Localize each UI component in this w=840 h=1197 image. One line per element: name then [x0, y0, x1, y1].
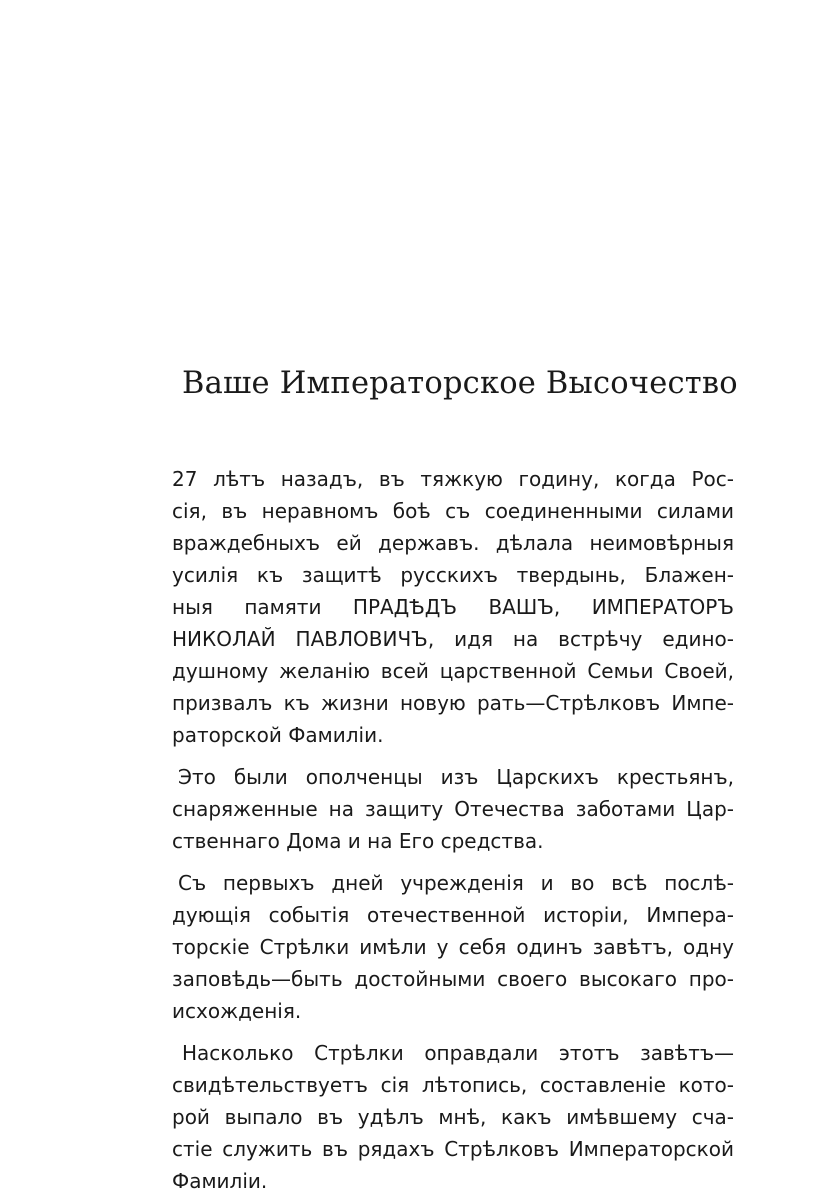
text-line: Съ первыхъ дней учрежденія и во всѣ послѣ-	[178, 871, 734, 895]
paragraph-2	[172, 761, 734, 857]
paragraph-1	[172, 463, 734, 751]
text-line: раторской Фамиліи.	[172, 723, 384, 747]
text-line: Фамиліи.	[172, 1169, 268, 1193]
text-line: торскіе Стрѣлки имѣли у себя одинъ завѣтъ, одну	[172, 935, 734, 959]
text-line: заповѣдь—быть достойными своего высокаго про-	[172, 967, 734, 991]
body-text	[172, 463, 734, 1197]
text-line: исхожденія.	[172, 999, 302, 1023]
text-line: НИКОЛАЙ ПАВЛОВИЧЪ, идя на встрѣчу едино-	[172, 627, 734, 651]
text-line: снаряженные на защиту Отечества заботами Цар-	[172, 797, 734, 821]
text-line: 27 лѣтъ назадъ, въ тяжкую годину, когда Рос-	[172, 467, 734, 491]
text-line: Это были ополченцы изъ Царскихъ крестьянъ,	[178, 765, 734, 789]
text-line: Насколько Стрѣлки оправдали этотъ завѣтъ—	[182, 1041, 734, 1065]
text-line: призвалъ къ жизни новую рать—Стрѣлковъ Импе-	[172, 691, 734, 715]
paragraph-3	[172, 867, 734, 1027]
paragraph-4	[172, 1037, 734, 1197]
text-line: ныя памяти ПРАДѢДЪ ВАШЪ, ИМПЕРАТОРЪ	[172, 595, 734, 619]
text-line: усилія къ защитѣ русскихъ твердынь, Блажен-	[172, 563, 734, 587]
page-heading: Ваше Императорское Высочество	[182, 366, 738, 401]
text-line: рой выпало въ удѣлъ мнѣ, какъ имѣвшему сча-	[172, 1105, 734, 1129]
text-line: ственнаго Дома и на Его средства.	[172, 829, 544, 853]
text-line: дующія событія отечественной исторіи, Импера-	[172, 903, 734, 927]
text-line: душному желанію всей царственной Семьи Своей,	[172, 659, 734, 683]
text-line: стіе служить въ рядахъ Стрѣлковъ Императорской	[172, 1137, 734, 1161]
text-line: сія, въ неравномъ боѣ съ соединенными силами	[172, 499, 734, 523]
text-line: свидѣтельствуетъ сія лѣтопись, составленіе кото-	[172, 1073, 734, 1097]
text-line: враждебныхъ ей державъ. дѣлала неимовѣрныя	[172, 531, 734, 555]
